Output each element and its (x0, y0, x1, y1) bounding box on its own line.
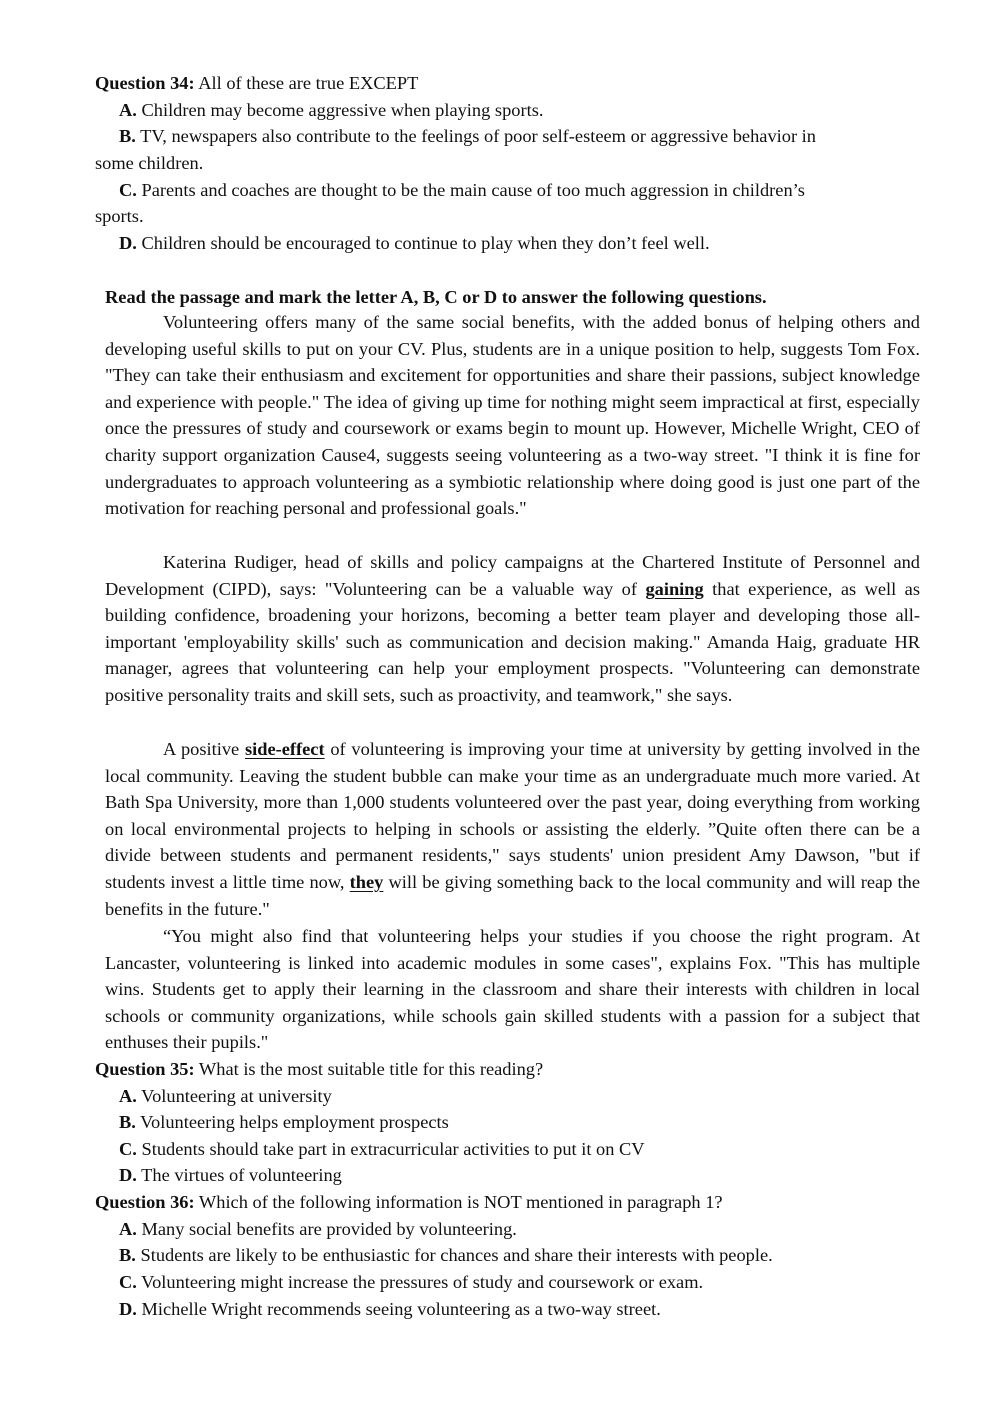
option-letter: D. (119, 233, 137, 253)
option-text: Children should be encouraged to continue to play when they don’t feel well. (141, 233, 710, 253)
passage-paragraph-4 (105, 923, 920, 1056)
paragraph-text: of volunteering is improving your time at university by getting involved in the local community. Leaving the student bubble can make your time as an undergraduate much more varied. At Bath Spa University, more than 1,000 students volunteered over the past year, doing everything from working on local environmental projects to helping in schools or assisting the elderly. ”Quite often there can be a divide between students and permanent residents," says students' union president Amy Dawson, "but if students invest a little time now, (105, 739, 920, 892)
paragraph-text: Volunteering offers many of the same social benefits, with the added bonus of helping others and developing useful skills to put on your CV. Plus, students are in a unique position to help, suggests Tom Fox. "They can take their enthusiasm and excitement for opportunities and share their passions, subject knowledge and experience with people." The idea of giving up time for nothing might seem impractical at first, especially once the pressures of study and coursework or exams begin to mount up. However, Michelle Wright, CEO of charity support organization Cause4, suggests seeing volunteering as a two-way street. "I think it is fine for undergraduates to approach volunteering as a symbiotic relationship where doing good is just one part of the motivation for reaching personal and professional goals." (105, 312, 920, 519)
paragraph-text: that experience, as well as building confidence, broadening your horizons, becoming a better team player and developing those all- important 'employability skills' such as communication and decision making." Amanda Haig, graduate HR manager, agrees that volunteering can help your employment prospects. "Volunteering can demonstrate positive personality traits and skill sets, such as proactivity, and teamwork," she says. (105, 578, 920, 705)
option-letter: B. (119, 1245, 136, 1265)
option-letter: D. (119, 1165, 137, 1185)
question-stem: Which of the following information is NOT mentioned in paragraph 1? (198, 1192, 723, 1212)
question-34 (95, 72, 418, 94)
paragraph-text: “You might also find that volunteering helps your studies if you choose the right program. At Lancaster, volunteering is linked into academic modules in some cases", explains Fox. "This has multiple wins. Students get to apply their learning in the classroom and share their interests with children in local schools or community organizations, while schools gain skilled students with a passion for a subject that enthuses their pupils." (105, 926, 920, 1053)
q34-option-b-continued: some children. (95, 153, 204, 173)
option-text: Michelle Wright recommends seeing volunteering as a two-way street. (141, 1299, 661, 1319)
option-text: TV, newspapers also contribute to the feelings of poor self-esteem or aggressive behavior in (140, 126, 816, 146)
q36-option-b (119, 1244, 773, 1266)
q34-option-a (119, 99, 543, 121)
question-36 (95, 1191, 723, 1213)
option-letter: C. (119, 180, 137, 200)
option-text: Volunteering helps employment prospects (140, 1112, 449, 1132)
paragraph-text: will be giving something back to the local community and will reap the benefits in the future." (105, 871, 920, 919)
option-letter: C. (119, 1272, 137, 1292)
option-letter: B. (119, 126, 136, 146)
option-text: Many social benefits are provided by volunteering. (141, 1219, 517, 1239)
question-label: Question 36: (95, 1192, 195, 1212)
passage-paragraph-3 (105, 736, 920, 922)
option-letter: A. (119, 1086, 137, 1106)
q34-option-b (119, 125, 816, 147)
q36-option-c (119, 1271, 703, 1293)
question-stem: All of these are true EXCEPT (198, 73, 419, 93)
option-text: Children may become aggressive when playing sports. (141, 100, 544, 120)
keyword-side-effect: side-effect (244, 739, 325, 759)
passage-paragraph-2 (105, 549, 920, 709)
option-text: Students should take part in extracurricular activities to put it on CV (141, 1139, 645, 1159)
q36-option-a (119, 1218, 517, 1240)
paragraph-text: A positive (163, 739, 245, 759)
question-label: Question 34: (95, 73, 195, 93)
q34-option-c-continued: sports. (95, 206, 144, 226)
passage-paragraph-1 (105, 309, 920, 522)
q34-option-c (119, 179, 805, 201)
paragraph-text: Katerina Rudiger, head of skills and policy campaigns at the Chartered Institute of Personnel and Development (CIPD), says: "Volunteering can be a valuable way of (105, 552, 920, 599)
q35-option-b (119, 1111, 449, 1133)
q35-option-a (119, 1085, 332, 1107)
question-35 (95, 1058, 543, 1080)
option-letter: D. (119, 1299, 137, 1319)
option-text: Volunteering might increase the pressures of study and coursework or exam. (141, 1272, 704, 1292)
q35-option-c (119, 1138, 645, 1160)
q36-option-d (119, 1298, 661, 1320)
question-label: Question 35: (95, 1059, 195, 1079)
option-letter: A. (119, 1219, 137, 1239)
option-text: The virtues of volunteering (141, 1165, 342, 1185)
option-letter: A. (119, 100, 137, 120)
keyword-they: they (349, 871, 384, 892)
q34-option-d (119, 232, 710, 254)
keyword-gaining: gaining (645, 578, 704, 599)
question-stem: What is the most suitable title for this reading? (198, 1059, 544, 1079)
option-text: Students are likely to be enthusiastic for chances and share their interests with people. (140, 1245, 773, 1265)
option-text: Volunteering at university (141, 1086, 332, 1106)
option-letter: B. (119, 1112, 136, 1132)
reading-instruction: Read the passage and mark the letter A, B, C or D to answer the following questions. (105, 287, 767, 307)
q35-option-d (119, 1164, 342, 1186)
option-text: Parents and coaches are thought to be the main cause of too much aggression in children’s (141, 180, 805, 200)
option-letter: C. (119, 1139, 137, 1159)
